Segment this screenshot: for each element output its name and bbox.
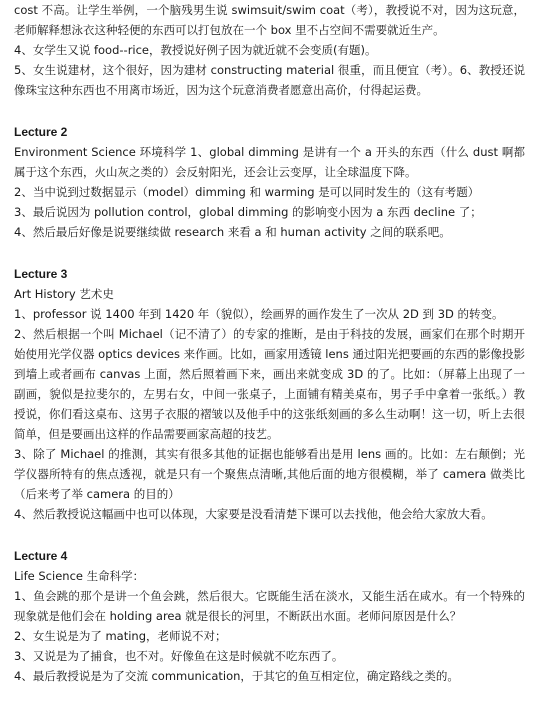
- spacer: [14, 100, 525, 122]
- intro-section: [14, 0, 525, 100]
- intro-paragraph-1: cost 不高。让学生举例，一个脑残男生说 swimsuit/swim coat（考），教授说不对，因为这玩意，老师解释想泳衣这种轻便的东西可以打包放在一个 box 里不占空间不需要就近生产。: [14, 3, 525, 37]
- lecture-4-paragraph-4: 4、最后教授说是为了交流 communication，于其它的鱼互相定位，确定路线之类的。: [14, 669, 459, 683]
- lecture-4-title: Lecture 4: [14, 549, 68, 563]
- lecture-3-title: Lecture 3: [14, 267, 68, 281]
- lecture-4-paragraph-3: 3、又说是为了捕食，也不对。好像鱼在这是时候就不吃东西了。: [14, 649, 344, 663]
- lecture-3-paragraph-2: 2、然后根据一个叫 Michael（记不清了）的专家的推断，是由于科技的发展，画家们在那个时期开始使用光学仪器 optics devices 来作画。比如，画家用透镜 lens 通过阳光把要画的东西的影像投影到墙上或者画布 canvas 上面，然后照着画下来，画出来就变成 3D 的了。比如：（屏幕上出现了一副画，貌似是拉斐尔的，左男右女，中间一张桌子，上面铺有精美桌布，男子手中拿着一张纸。）教授说，你们看这桌布、这男子衣服的褶皱以及他手中的这张纸刻画的多么生动啊！这一切，听上去很简单，但是要画出这样的作品需要画家高超的技艺。: [14, 327, 525, 441]
- lecture-4-paragraph-2: 2、女生说是为了 mating，老师说不对；: [14, 629, 227, 643]
- lecture-3-paragraph-1: 1、professor 说 1400 年到 1420 年（貌似），绘画界的画作发生了一次从 2D 到 3D 的转变。: [14, 307, 504, 321]
- lecture-2-paragraph-2: 2、当中说到过数据显示（model）dimming 和 warming 是可以同时发生的（这有考题）: [14, 185, 480, 199]
- lecture-3-paragraph-4: 4、然后教授说这幅画中也可以体现，大家要是没看清楚下课可以去找他，他会给大家放大看。: [14, 507, 493, 521]
- lecture-4-paragraph-1: 1、鱼会跳的那个是讲一个鱼会跳，然后很大。它既能生活在淡水，又能生活在咸水。有一个特殊的现象就是他们会在 holding area 就是很长的河里，不断跃出水面。老师问原因是什么？: [14, 589, 525, 623]
- spacer: [14, 524, 525, 546]
- lecture-3-subtitle: Art History 艺术史: [14, 287, 114, 301]
- lecture-4-subtitle: Life Science 生命科学：: [14, 569, 145, 583]
- lecture-2-paragraph-1: Environment Science 环境科学 1、global dimming 是讲有一个 a 开头的东西（什么 dust 啊都属于这个东西，火山灰之类的）会反射阳光，还会让云变厚，让全球温度下降。: [14, 145, 525, 179]
- lecture-3-section: [14, 264, 525, 524]
- lecture-4-section: [14, 546, 525, 686]
- lecture-3-paragraph-3: 3、除了 Michael 的推测，其实有很多其他的证据也能够看出是用 lens 画的。比如：左右颠倒；光学仪器所特有的焦点透视，就是只有一个聚焦点清晰,其他后面的地方很模糊，举了 camera 做类比（后来考了举 camera 的目的）: [14, 447, 525, 501]
- spacer: [14, 242, 525, 264]
- lecture-2-title: Lecture 2: [14, 125, 68, 139]
- lecture-2-section: [14, 122, 525, 242]
- lecture-2-paragraph-3: 3、最后说因为 pollution control，global dimming 的影响变小因为 a 东西 decline 了；: [14, 205, 482, 219]
- lecture-2-paragraph-4: 4、然后最后好像是说要继续做 research 来看 a 和 human activity 之间的联系吧。: [14, 225, 451, 239]
- intro-paragraph-3: 5、女生说建材，这个很好，因为建材 constructing material 很重，而且便宜（考）。6、教授还说像珠宝这种东西也不用离市场近，因为这个玩意消费者愿意出高价，付得起运费。: [14, 63, 525, 97]
- intro-paragraph-2: 4、女学生又说 food--rice，教授说好例子因为就近就不会变质(有题)。: [14, 43, 377, 57]
